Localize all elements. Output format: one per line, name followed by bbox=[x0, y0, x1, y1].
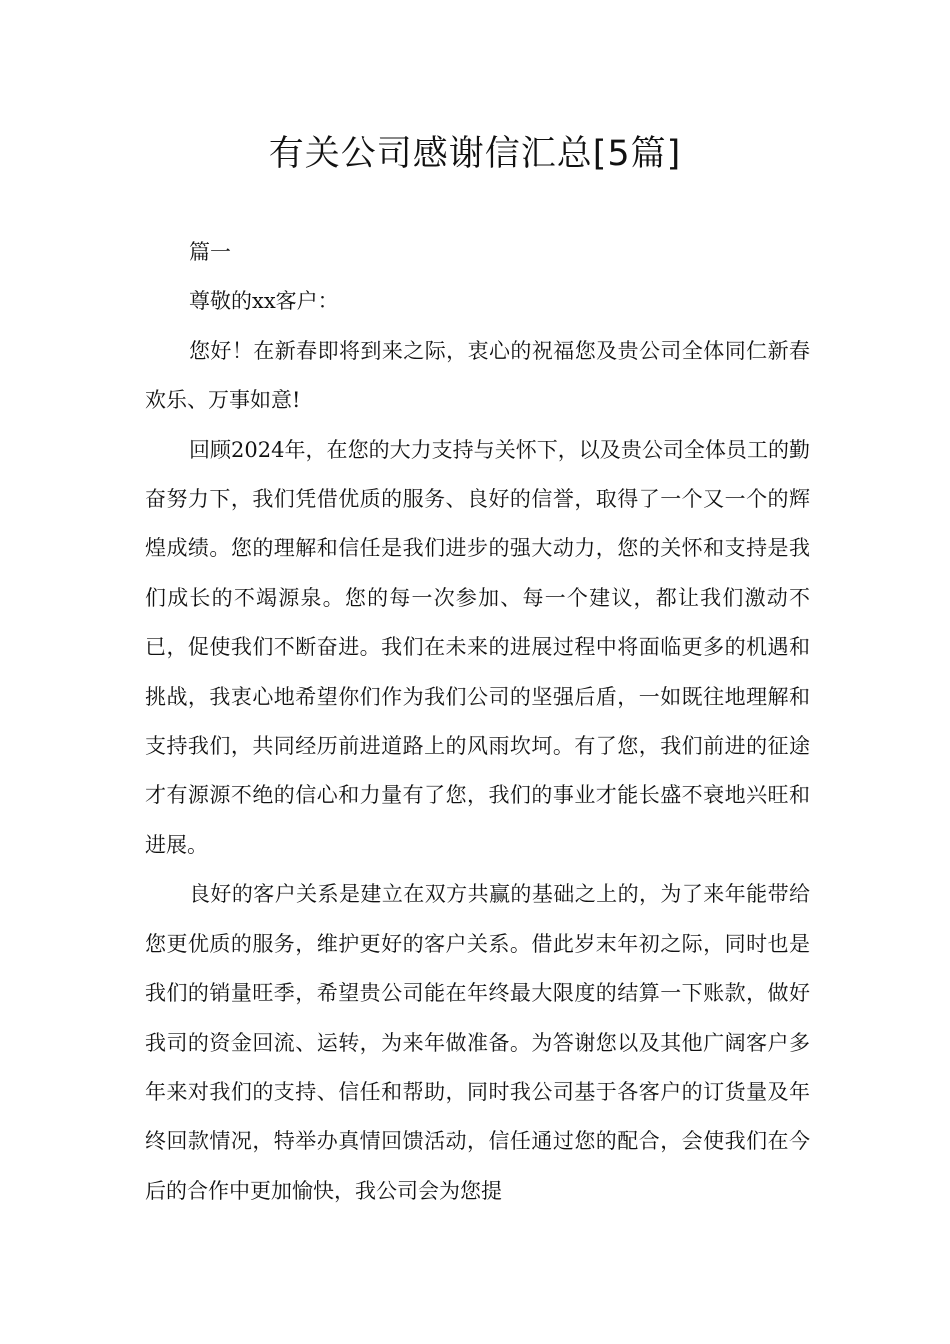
body-paragraph: 回顾2024年，在您的大力支持与关怀下，以及贵公司全体员工的勤奋努力下，我们凭借优质的服务、良好的信誉，取得了一个又一个的辉煌成绩。您的理解和信任是我们进步的强大动力，您的关怀和支持是我们成长的不竭源泉。您的每一次参加、每一个建议，都让我们激动不已，促使我们不断奋进。我们在未来的进展过程中将面临更多的机遇和挑战，我衷心地希望你们作为我们公司的坚强后盾，一如既往地理解和支持我们，共同经历前进道路上的风雨坎坷。有了您，我们前进的征途才有源源不绝的信心和力量有了您，我们的事业才能长盛不衰地兴旺和进展。 bbox=[145, 437, 810, 857]
body-paragraph: 您好！在新春即将到来之际，衷心的祝福您及贵公司全体同仁新春欢乐、万事如意! bbox=[145, 338, 810, 413]
document-title: 有关公司感谢信汇总[5篇] bbox=[268, 134, 682, 174]
body-paragraph: 良好的客户关系是建立在双方共赢的基础之上的，为了来年能带给您更优质的服务，维护更好的客户关系。借此岁末年初之际，同时也是我们的销量旺季，希望贵公司能在年终最大限度的结算一下账款，做好我司的资金回流、运转，为来年做准备。为答谢您以及其他广阔客户多年来对我们的支持、信任和帮助，同时我公司基于各客户的订货量及年终回款情况，特举办真情回馈活动，信任通过您的配合，会使我们在今后的合作中更加愉快，我公司会为您提 bbox=[145, 882, 810, 1203]
document-body bbox=[145, 228, 810, 1216]
section-heading: 篇一 bbox=[189, 240, 231, 264]
salutation: 尊敬的xx客户： bbox=[189, 289, 339, 314]
